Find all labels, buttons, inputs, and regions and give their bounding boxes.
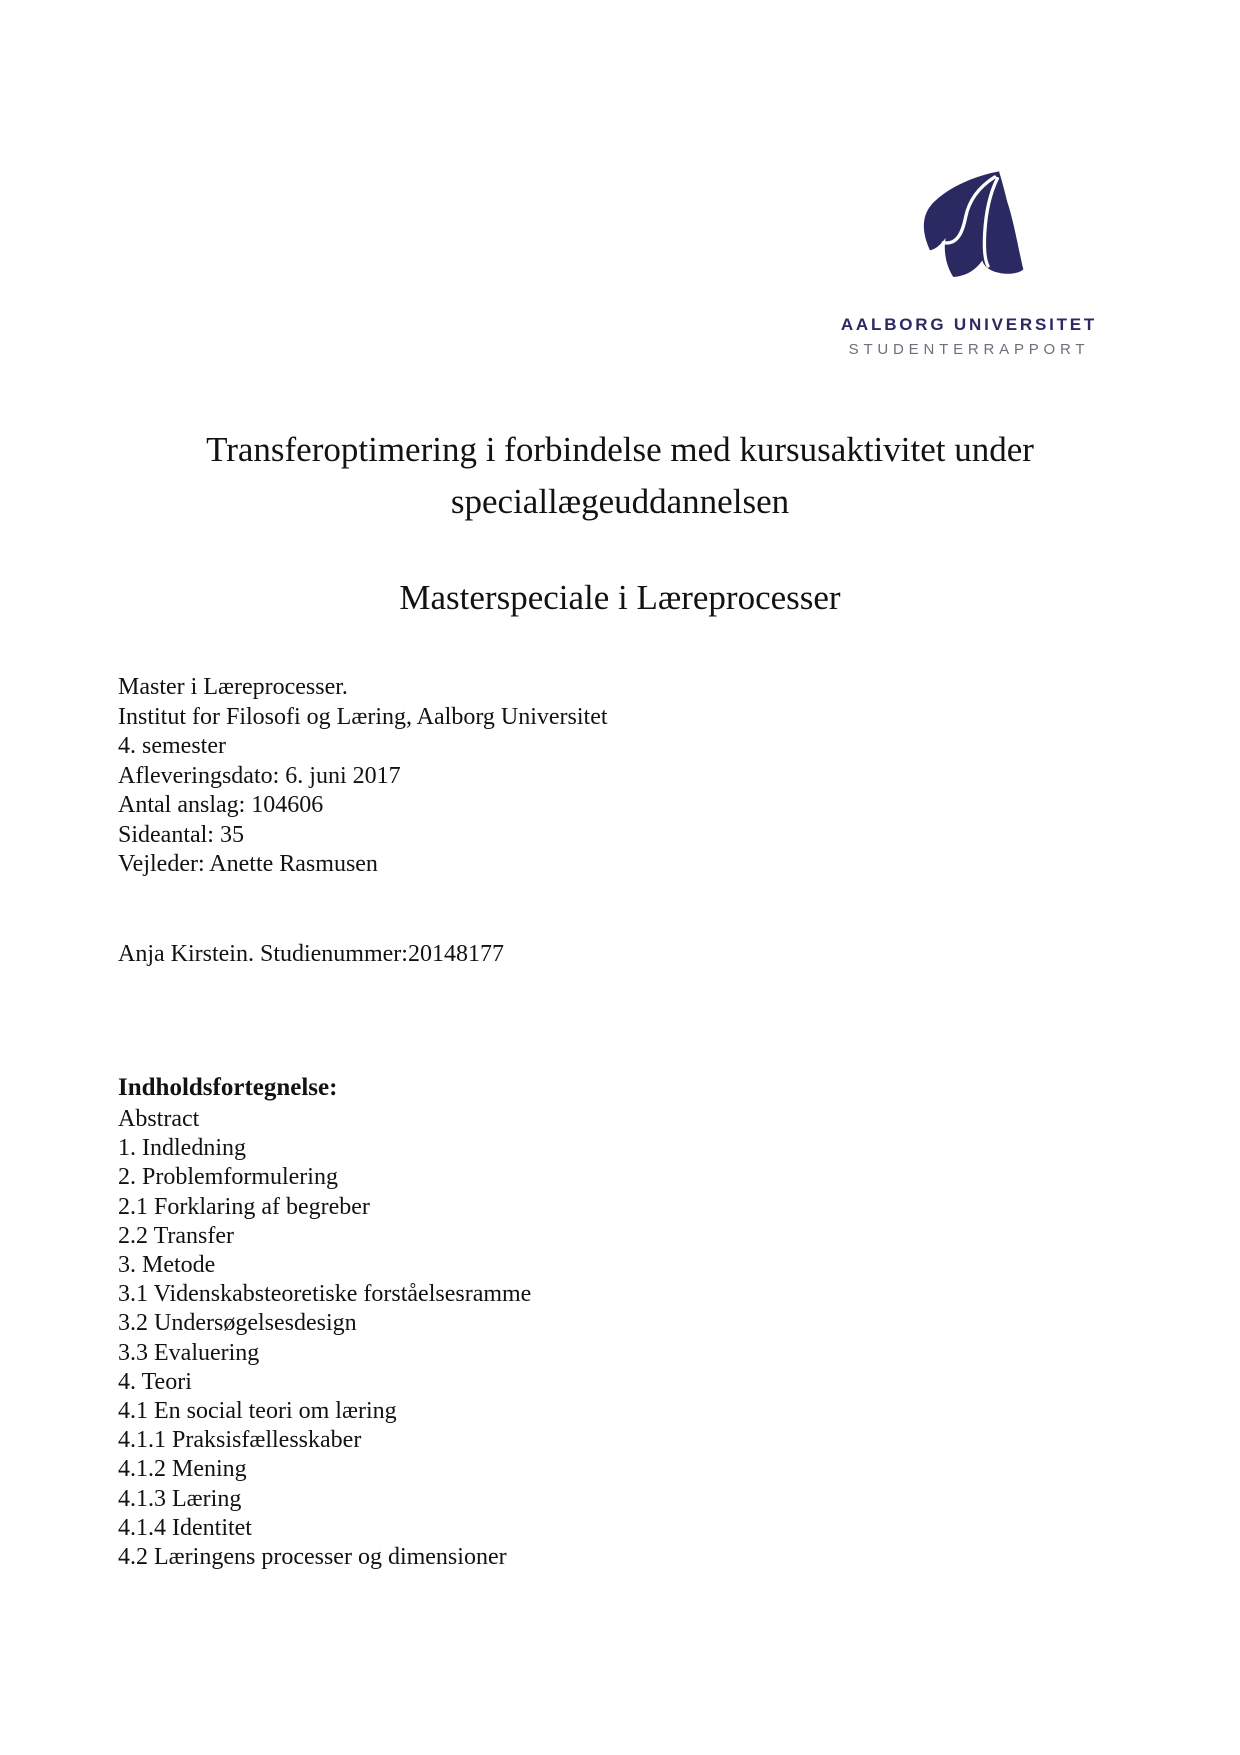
toc-item: 2.1 Forklaring af begreber bbox=[118, 1193, 370, 1220]
toc-item: 4.1.1 Praksisfællesskaber bbox=[118, 1427, 362, 1454]
author-line: Anja Kirstein. Studienummer:20148177 bbox=[118, 941, 504, 967]
detail-line-institute: Institut for Filosofi og Læring, Aalborg Universitet bbox=[118, 703, 608, 730]
toc-item: 3. Metode bbox=[118, 1252, 216, 1279]
toc-item: 4.1.2 Mening bbox=[118, 1456, 247, 1483]
logo-report-type-text: STUDENTERRAPPORT bbox=[848, 341, 1090, 358]
logo-institution-text: AALBORG UNIVERSITET bbox=[840, 315, 1098, 334]
document-title bbox=[0, 424, 1240, 528]
toc-item: Abstract bbox=[118, 1106, 200, 1132]
toc-item: 2. Problemformulering bbox=[118, 1164, 338, 1191]
detail-line-page-count: Sideantal: 35 bbox=[118, 821, 244, 848]
toc-item: 4. Teori bbox=[118, 1368, 192, 1395]
detail-line-character-count: Antal anslag: 104606 bbox=[118, 792, 324, 818]
toc-item: 2.2 Transfer bbox=[118, 1222, 235, 1249]
document-title-line1: Transferoptimering i forbindelse med kursusaktivitet under bbox=[206, 430, 1034, 469]
toc-item: 4.1 En social teori om læring bbox=[118, 1398, 397, 1425]
detail-line-supervisor: Vejleder: Anette Rasmusen bbox=[118, 851, 378, 877]
toc-item: 3.3 Evaluering bbox=[118, 1339, 260, 1366]
detail-line-submission-date: Afleveringsdato: 6. juni 2017 bbox=[118, 762, 401, 789]
aau-logo bbox=[818, 162, 1120, 358]
toc-item: 4.1.3 Læring bbox=[118, 1485, 242, 1512]
toc-item: 1. Indledning bbox=[118, 1135, 246, 1162]
detail-line-program: Master i Læreprocesser. bbox=[118, 674, 348, 700]
toc-heading: Indholdsfortegnelse: bbox=[118, 1074, 338, 1101]
detail-line-semester: 4. semester bbox=[118, 733, 226, 759]
toc-item: 3.2 Undersøgelsesdesign bbox=[118, 1310, 357, 1337]
toc-item: 4.2 Læringens processer og dimensioner bbox=[118, 1544, 507, 1571]
toc-item: 3.1 Videnskabsteoretiske forståelsesramme bbox=[118, 1281, 532, 1308]
document-title-line2: speciallægeuddannelsen bbox=[450, 482, 790, 521]
toc-list bbox=[118, 1105, 531, 1572]
toc-item: 4.1.4 Identitet bbox=[118, 1514, 252, 1541]
document-subtitle: Masterspeciale i Læreprocesser bbox=[399, 578, 841, 617]
aau-swoosh-icon bbox=[904, 162, 1034, 302]
details-block bbox=[118, 673, 608, 880]
